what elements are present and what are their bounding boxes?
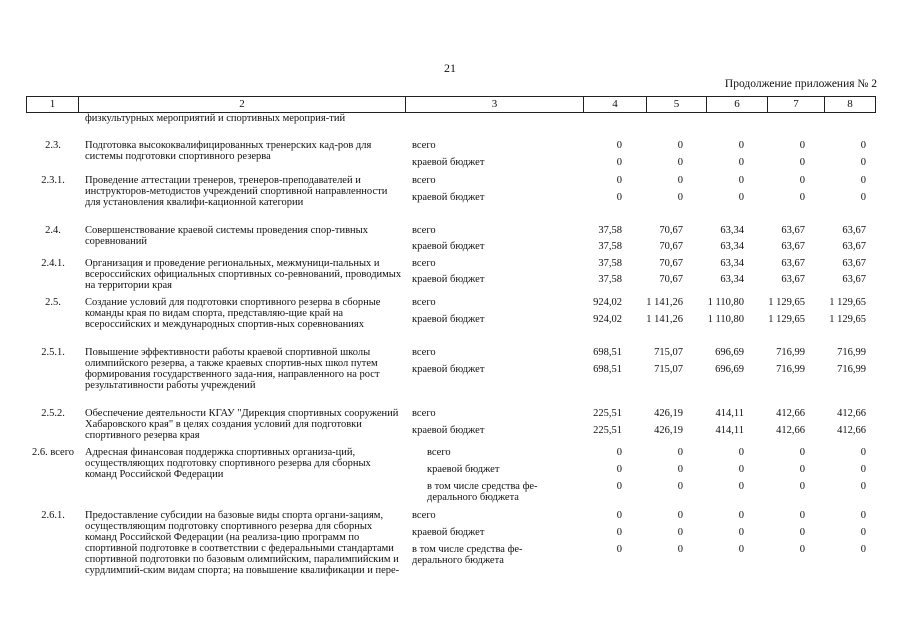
value-cell: 716,99	[837, 347, 866, 358]
description-cell: Обеспечение деятельности КГАУ "Дирекция спортивных сооружений Хабаровского края" в целях создания условий для подготовки спортивного резерва края	[85, 408, 399, 441]
value-cell: 63,67	[781, 274, 805, 285]
funding-source: краевой бюджет	[412, 274, 485, 285]
value-cell: 63,67	[842, 274, 866, 285]
description-cell: физкультурных мероприятий и спортивных мероприя-тий	[85, 113, 346, 124]
value-cell: 414,11	[715, 425, 744, 436]
row-code: 2.6.1.	[41, 510, 65, 521]
header-cell: 8	[824, 97, 876, 112]
value-cell: 716,99	[837, 364, 866, 375]
value-cell: 0	[799, 192, 805, 203]
value-cell: 1 129,65	[768, 314, 805, 325]
value-cell: 0	[799, 544, 805, 555]
description-cell: Подготовка высококвалифицированных тренерских кад-ров для системы подготовки спортивного резерва	[85, 140, 372, 162]
row-code: 2.5.	[45, 297, 61, 308]
page-number: 21	[444, 61, 456, 75]
value-cell: 0	[799, 447, 805, 458]
value-cell: 37,58	[598, 225, 622, 236]
value-cell: 0	[616, 464, 622, 475]
value-cell: 0	[677, 527, 683, 538]
value-cell: 698,51	[593, 364, 622, 375]
value-cell: 0	[677, 140, 683, 151]
value-cell: 412,66	[837, 425, 866, 436]
value-cell: 0	[738, 140, 744, 151]
value-cell: 0	[738, 527, 744, 538]
value-cell: 63,34	[720, 274, 744, 285]
value-cell: 63,67	[842, 258, 866, 269]
row-code: 2.6. всего	[31, 447, 74, 458]
value-cell: 0	[860, 464, 866, 475]
value-cell: 0	[616, 481, 622, 492]
row-code: 2.4.1.	[41, 258, 65, 269]
value-cell: 0	[799, 510, 805, 521]
funding-source: краевой бюджет	[412, 314, 485, 325]
funding-source: краевой бюджет	[412, 364, 485, 375]
value-cell: 63,67	[842, 225, 866, 236]
value-cell: 0	[799, 481, 805, 492]
header-cell: 1	[26, 97, 78, 112]
description-cell: Совершенствование краевой системы проведения спор-тивных соревнований	[85, 225, 368, 247]
value-cell: 37,58	[598, 241, 622, 252]
value-cell: 1 129,65	[829, 314, 866, 325]
funding-source: краевой бюджет	[412, 425, 485, 436]
value-cell: 0	[616, 192, 622, 203]
value-cell: 63,34	[720, 225, 744, 236]
value-cell: 0	[677, 464, 683, 475]
header-cell: 7	[767, 97, 824, 112]
value-cell: 0	[799, 140, 805, 151]
funding-source: всего	[412, 347, 436, 358]
value-cell: 0	[616, 527, 622, 538]
value-cell: 0	[677, 481, 683, 492]
value-cell: 0	[738, 464, 744, 475]
value-cell: 696,69	[715, 364, 744, 375]
value-cell: 0	[799, 464, 805, 475]
description-cell: Повышение эффективности работы краевой спортивной школы олимпийского резерва, а также краевых спортив-ных школ путем формирования государственного зада-ния, направленного на рост результативности работы учреждений	[85, 347, 380, 391]
funding-source: в том числе средства фе-дерального бюджета	[427, 481, 538, 503]
description-cell: Предоставление субсидии на базовые виды спорта органи-зациям, осуществляющим подготовку спортивного резерва для сборных команд Российской Федерации (на реализа-цию программ по спортивной подготовке в соответствии с федеральными стандартами спортивной подготовки по базовым олимпийским, паралимпийским и сурдлимпий-ским видам спорта; на повышение квалификации и пере-	[85, 510, 400, 576]
value-cell: 1 110,80	[707, 297, 744, 308]
value-cell: 63,34	[720, 258, 744, 269]
row-code: 2.5.1.	[41, 347, 65, 358]
value-cell: 414,11	[715, 408, 744, 419]
funding-source: краевой бюджет	[412, 192, 485, 203]
value-cell: 0	[738, 447, 744, 458]
value-cell: 412,66	[776, 425, 805, 436]
description-cell: Проведение аттестации тренеров, тренеров-преподавателей и инструкторов-методистов учреждений спортивной направленности для установления квалифи-кационной категории	[85, 175, 388, 208]
value-cell: 0	[799, 175, 805, 186]
value-cell: 1 110,80	[707, 314, 744, 325]
value-cell: 1 141,26	[646, 314, 683, 325]
continuation-note: Продолжение приложения № 2	[724, 78, 877, 90]
value-cell: 37,58	[598, 258, 622, 269]
value-cell: 0	[677, 192, 683, 203]
header-cell: 2	[78, 97, 405, 112]
value-cell: 1 129,65	[829, 297, 866, 308]
funding-source: в том числе средства фе-дерального бюджета	[412, 544, 523, 566]
row-code: 2.5.2.	[41, 408, 65, 419]
header-cell: 4	[583, 97, 646, 112]
value-cell: 0	[799, 157, 805, 168]
value-cell: 0	[860, 140, 866, 151]
value-cell: 715,07	[654, 364, 683, 375]
value-cell: 0	[738, 510, 744, 521]
funding-source: всего	[412, 510, 436, 521]
value-cell: 63,67	[781, 241, 805, 252]
funding-source: краевой бюджет	[412, 157, 485, 168]
value-cell: 0	[738, 157, 744, 168]
value-cell: 0	[677, 447, 683, 458]
value-cell: 63,67	[842, 241, 866, 252]
funding-source: всего	[412, 297, 436, 308]
value-cell: 0	[860, 544, 866, 555]
value-cell: 0	[738, 175, 744, 186]
funding-source: всего	[427, 447, 451, 458]
value-cell: 37,58	[598, 274, 622, 285]
value-cell: 0	[738, 544, 744, 555]
row-code: 2.3.	[45, 140, 61, 151]
value-cell: 0	[860, 527, 866, 538]
value-cell: 0	[677, 175, 683, 186]
value-cell: 0	[677, 510, 683, 521]
row-code: 2.3.1.	[41, 175, 65, 186]
value-cell: 924,02	[593, 297, 622, 308]
value-cell: 0	[738, 481, 744, 492]
value-cell: 70,67	[659, 225, 683, 236]
value-cell: 0	[860, 510, 866, 521]
value-cell: 70,67	[659, 258, 683, 269]
funding-source: всего	[412, 225, 436, 236]
value-cell: 0	[616, 157, 622, 168]
value-cell: 70,67	[659, 241, 683, 252]
value-cell: 0	[860, 481, 866, 492]
value-cell: 0	[860, 175, 866, 186]
value-cell: 0	[616, 544, 622, 555]
funding-source: краевой бюджет	[427, 464, 500, 475]
description-cell: Создание условий для подготовки спортивного резерва в сборные команды края по видам спорта, представляю-щие край на всероссийских и международных спортив-ных соревнованиях	[85, 297, 381, 330]
table-header	[26, 96, 876, 113]
value-cell: 0	[616, 140, 622, 151]
value-cell: 63,67	[781, 258, 805, 269]
funding-source: всего	[412, 408, 436, 419]
value-cell: 225,51	[593, 408, 622, 419]
description-cell: Адресная финансовая поддержка спортивных организа-ций, осуществляющих подготовку спортивного резерва для сборных команд Российской Федерации	[85, 447, 371, 480]
funding-source: краевой бюджет	[412, 241, 485, 252]
value-cell: 0	[799, 527, 805, 538]
value-cell: 0	[616, 447, 622, 458]
value-cell: 63,34	[720, 241, 744, 252]
header-cell: 3	[405, 97, 583, 112]
value-cell: 0	[738, 192, 744, 203]
value-cell: 715,07	[654, 347, 683, 358]
header-cell: 5	[646, 97, 706, 112]
value-cell: 716,99	[776, 364, 805, 375]
value-cell: 1 129,65	[768, 297, 805, 308]
value-cell: 0	[616, 510, 622, 521]
value-cell: 63,67	[781, 225, 805, 236]
row-code: 2.4.	[45, 225, 61, 236]
value-cell: 412,66	[776, 408, 805, 419]
value-cell: 696,69	[715, 347, 744, 358]
value-cell: 716,99	[776, 347, 805, 358]
value-cell: 0	[860, 157, 866, 168]
value-cell: 426,19	[654, 408, 683, 419]
value-cell: 0	[616, 175, 622, 186]
value-cell: 70,67	[659, 274, 683, 285]
value-cell: 698,51	[593, 347, 622, 358]
value-cell: 0	[860, 447, 866, 458]
funding-source: краевой бюджет	[412, 527, 485, 538]
header-cell: 6	[706, 97, 767, 112]
value-cell: 0	[677, 157, 683, 168]
value-cell: 1 141,26	[646, 297, 683, 308]
value-cell: 924,02	[593, 314, 622, 325]
value-cell: 0	[677, 544, 683, 555]
value-cell: 426,19	[654, 425, 683, 436]
description-cell: Организация и проведение региональных, межмуници-пальных и всероссийских официальных спортивных со-ревнований, проводимых на территории края	[85, 258, 402, 291]
funding-source: всего	[412, 175, 436, 186]
value-cell: 225,51	[593, 425, 622, 436]
value-cell: 0	[860, 192, 866, 203]
value-cell: 412,66	[837, 408, 866, 419]
funding-source: всего	[412, 140, 436, 151]
funding-source: всего	[412, 258, 436, 269]
